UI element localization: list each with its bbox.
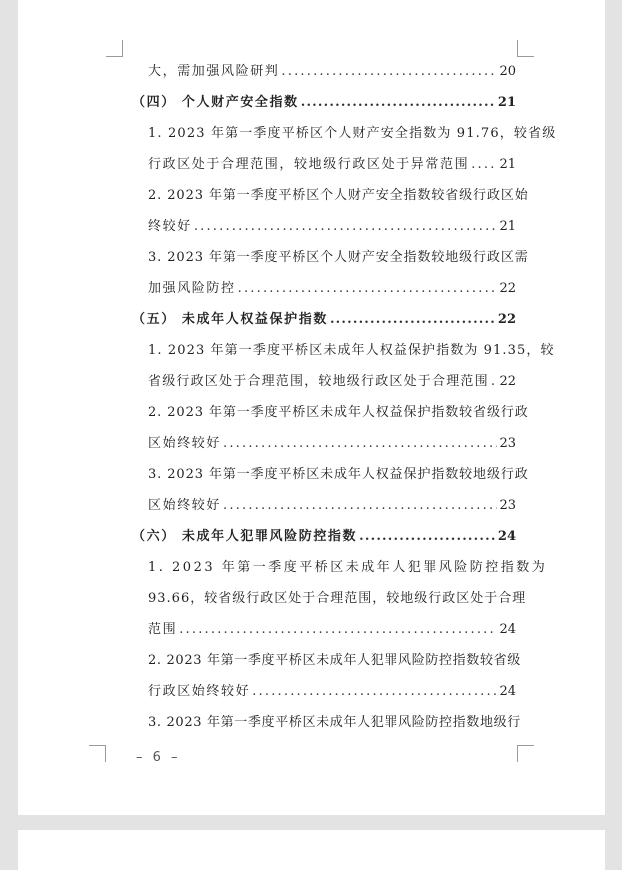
toc-entry-line[interactable]: 2. 2023 年第一季度平桥区未成年人犯罪风险防控指数较省级 <box>148 653 521 668</box>
toc-entry[interactable] <box>148 63 516 81</box>
toc-leader-dots <box>223 435 497 453</box>
toc-entry-text: 行政区处于合理范围，较地级行政区处于异常范围 <box>148 157 470 172</box>
toc-page-number: 24 <box>499 684 516 699</box>
toc-entry-line[interactable]: 1. 2023 年第一季度平桥区未成年人权益保护指数为 91.35，较 <box>148 343 555 358</box>
toc-entry[interactable] <box>148 156 516 174</box>
toc-entry-text: 行政区始终较好 <box>148 684 251 699</box>
toc-entry-text: （六） 未成年人犯罪风险防控指数 <box>132 529 358 544</box>
toc-section-heading[interactable] <box>132 528 516 546</box>
toc-page-number: 22 <box>499 374 516 389</box>
toc-leader-dots <box>330 311 496 329</box>
toc-entry-text: 大，需加强风险研判 <box>148 64 280 79</box>
toc-page-number: 20 <box>499 64 516 79</box>
toc-entry[interactable] <box>148 435 516 453</box>
toc-page-number: 22 <box>499 281 516 296</box>
toc-section-heading[interactable] <box>132 94 516 112</box>
toc-entry-text: 终较好 <box>148 219 192 234</box>
toc-leader-dots <box>194 218 498 236</box>
toc-leader-dots <box>491 373 498 391</box>
toc-leader-dots <box>252 683 497 701</box>
toc-entry-line[interactable]: 93.66，较省级行政区处于合理范围，较地级行政区处于合理 <box>148 591 527 606</box>
toc-entry[interactable] <box>148 621 516 639</box>
crop-mark-top-right <box>517 40 534 57</box>
toc-leader-dots <box>223 497 497 515</box>
crop-mark-top-left <box>106 40 123 57</box>
toc-page-number: 24 <box>499 622 516 637</box>
toc-entry-text: （四） 个人财产安全指数 <box>132 95 299 110</box>
toc-leader-dots <box>179 621 497 639</box>
toc-entry[interactable] <box>148 218 516 236</box>
toc-entry-line[interactable]: 2. 2023 年第一季度平桥区未成年人权益保护指数较省级行政 <box>148 405 529 420</box>
toc-entry[interactable] <box>148 280 516 298</box>
toc-leader-dots <box>281 63 497 81</box>
page-number: – 6 – <box>136 750 181 765</box>
toc-entry-text: 省级行政区处于合理范围，较地级行政区处于合理范围 <box>148 374 489 389</box>
next-page-edge <box>18 830 605 870</box>
toc-entry-line[interactable]: 2. 2023 年第一季度平桥区个人财产安全指数较省级行政区始 <box>148 188 529 203</box>
toc-page-number: 21 <box>499 219 516 234</box>
toc-page-number: 23 <box>499 436 516 451</box>
toc-page-number: 21 <box>497 95 516 110</box>
toc-page-number: 24 <box>497 529 516 544</box>
toc-entry-line[interactable]: 3. 2023 年第一季度平桥区未成年人权益保护指数较地级行政 <box>148 467 529 482</box>
toc-page-number: 21 <box>499 157 516 172</box>
document-page <box>18 0 605 815</box>
toc-section-heading[interactable] <box>132 311 516 329</box>
toc-entry-line[interactable]: 3. 2023 年第一季度平桥区个人财产安全指数较地级行政区需 <box>148 250 529 265</box>
toc-entry[interactable] <box>148 373 516 391</box>
toc-entry-text: 区始终较好 <box>148 436 222 451</box>
toc-entry-line[interactable]: 1. 2023 年第一季度平桥区未成年人犯罪风险防控指数为 <box>148 560 548 575</box>
toc-leader-dots <box>359 528 496 546</box>
toc-entry-text: 范围 <box>148 622 178 637</box>
toc-entry[interactable] <box>148 683 516 701</box>
toc-leader-dots <box>301 94 496 112</box>
crop-mark-bottom-left <box>89 745 106 762</box>
toc-entry-line[interactable]: 3. 2023 年第一季度平桥区未成年人犯罪风险防控指数地级行 <box>148 715 521 730</box>
toc-entry[interactable] <box>148 497 516 515</box>
toc-page-number: 22 <box>497 312 516 327</box>
toc-entry-text: （五） 未成年人权益保护指数 <box>132 312 328 327</box>
crop-mark-bottom-right <box>517 745 534 762</box>
toc-entry-line[interactable]: 1. 2023 年第一季度平桥区个人财产安全指数为 91.76，较省级 <box>148 126 557 141</box>
toc-leader-dots <box>471 156 497 174</box>
toc-entry-text: 区始终较好 <box>148 498 222 513</box>
toc-leader-dots <box>238 280 498 298</box>
toc-page-number: 23 <box>499 498 516 513</box>
toc-entry-text: 加强风险防控 <box>148 281 236 296</box>
